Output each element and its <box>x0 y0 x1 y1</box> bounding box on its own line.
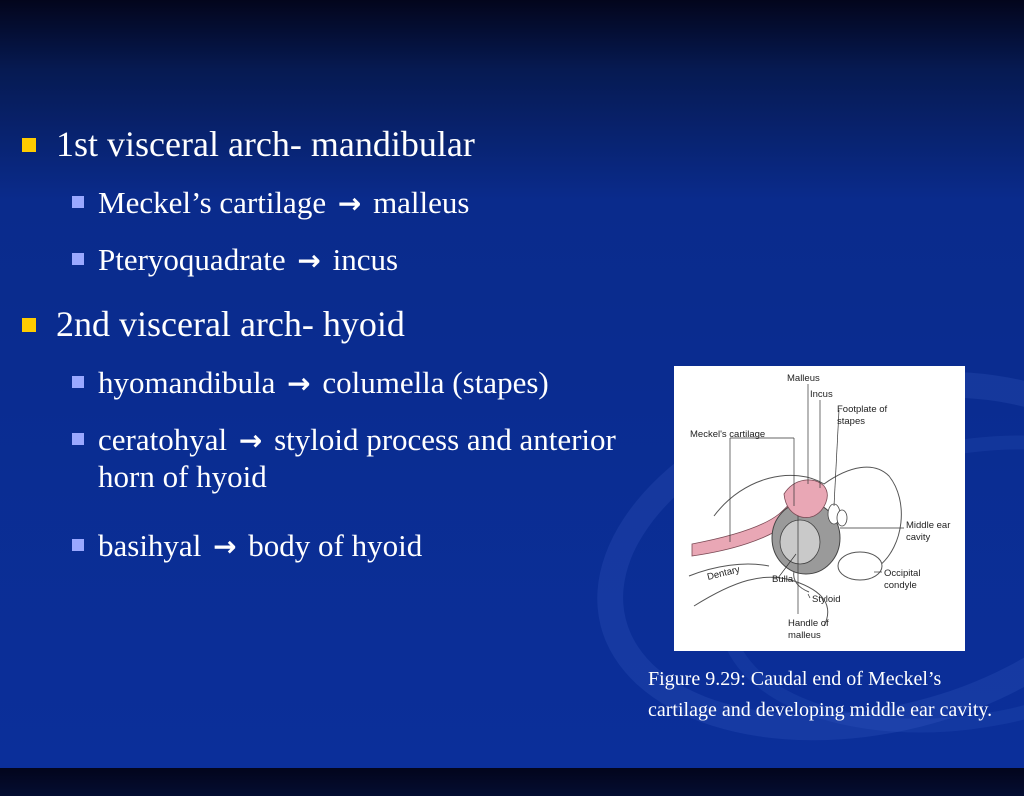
sub-bullet-meckels <box>72 185 658 222</box>
sub-bullet-before: hyomandibula <box>98 365 276 400</box>
square-sub-bullet-icon <box>72 253 84 265</box>
footplate-inner-shape <box>837 510 847 526</box>
label-footplate-1: Footplate of <box>837 404 888 415</box>
middle-ear-figure <box>674 366 965 651</box>
label-middle-ear-2: cavity <box>906 532 931 543</box>
sub-bullet-after: columella (stapes) <box>322 365 549 400</box>
label-footplate-2: stapes <box>837 416 865 427</box>
label-meckels: Meckel's cartilage <box>690 429 766 440</box>
bullet-second-arch <box>22 304 405 344</box>
bullet-first-arch <box>22 124 475 164</box>
label-styloid: Styloid <box>812 594 841 605</box>
bulla-shape <box>780 520 820 564</box>
square-sub-bullet-icon <box>72 539 84 551</box>
label-occipital-1: Occipital <box>884 568 921 579</box>
right-arrow-icon: → <box>337 187 362 220</box>
label-dentary: Dentary <box>706 564 742 583</box>
sub-bullet-before: Pteryoquadrate <box>98 242 286 277</box>
label-malleus: Malleus <box>787 373 820 384</box>
sub-bullet-before: basihyal <box>98 528 202 563</box>
sub-bullet-after: malleus <box>373 185 470 220</box>
occipital-condyle-shape <box>838 552 882 580</box>
sub-bullet-before: ceratohyal <box>98 422 228 457</box>
label-middle-ear-1: Middle ear <box>906 520 951 531</box>
label-bulla: Bulla <box>772 574 794 585</box>
sub-bullet-hyomandibula <box>72 365 658 402</box>
sub-bullet-after: incus <box>332 242 399 277</box>
right-arrow-icon: → <box>287 367 311 400</box>
label-incus: Incus <box>810 389 833 400</box>
middle-ear-diagram <box>674 366 965 651</box>
bullet-text: 1st visceral arch- mandibular <box>56 124 475 164</box>
bullet-text: 2nd visceral arch- hyoid <box>56 304 405 344</box>
sub-bullet-before: Meckel’s cartilage <box>98 185 327 220</box>
leader-line <box>808 594 810 598</box>
figure-caption: Figure 9.29: Caudal end of Meckel’s cartilage and developing middle ear cavity. <box>648 668 993 721</box>
square-sub-bullet-icon <box>72 433 84 445</box>
label-handle-1: Handle of <box>788 618 829 629</box>
sub-bullet-pteryoquadrate <box>72 242 658 279</box>
label-occipital-2: condyle <box>884 580 917 591</box>
square-bullet-icon <box>22 318 36 332</box>
sub-bullet-after: styloid process and anterior horn of hyoid <box>98 422 616 494</box>
sub-bullet-ceratohyal <box>72 422 638 495</box>
right-arrow-icon: → <box>238 424 263 457</box>
square-bullet-icon <box>22 138 36 152</box>
label-handle-2: malleus <box>788 630 821 641</box>
square-sub-bullet-icon <box>72 196 84 208</box>
right-arrow-icon: → <box>297 244 321 277</box>
sub-bullet-after: body of hyoid <box>248 528 423 563</box>
sub-bullet-basihyal <box>72 528 658 565</box>
right-arrow-icon: → <box>213 530 237 563</box>
square-sub-bullet-icon <box>72 376 84 388</box>
